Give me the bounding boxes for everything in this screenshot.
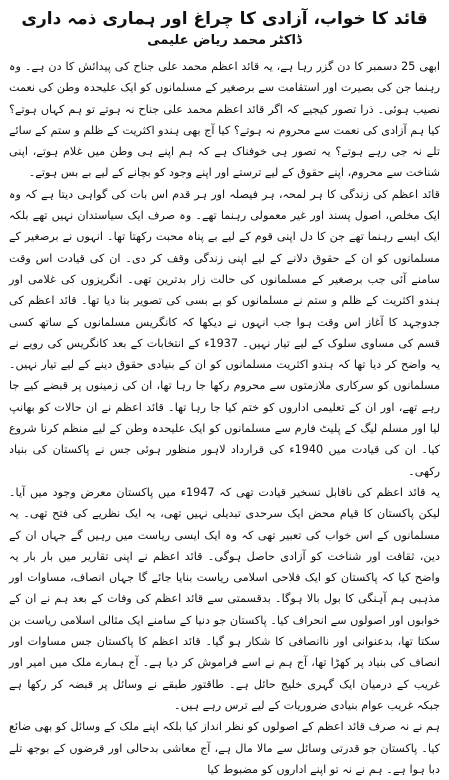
paragraph: قائد اعظم کی زندگی کا ہر لمحہ، ہر فیصلہ اور ہر قدم اس بات کی گواہی دیتا ہے کہ وہ ایک مخلص، اصول پسند اور غیر معمولی رہنما تھے۔ وہ صرف ایک سیاستدان نہیں تھے بلکہ ایک ایسے رہنما تھے جن کا دل اپنی قوم کے لیے بے پناہ محبت رکھتا تھا۔ انہوں نے برصغیر کے مسلمانوں کو ان کے حقوق دلانے کے لیے اپنی زندگی وقف کر دی۔ ان کی قیادت اس وقت سامنے آئی جب برصغیر کے مسلمانوں کی حالت زار بدترین تھی۔ انگریزوں کی غلامی اور ہندو اکثریت کے ظلم و ستم نے مسلمانوں کو بے بسی کی تصویر بنا دیا تھا۔ قائد اعظم کی جدوجہد کا آغاز اس وقت ہوا جب انہوں نے دیکھا کہ کانگریس مسلمانوں کے ساتھ کسی قسم کی مساوی سلوک کے لیے تیار نہیں۔ 1937ء کے انتخابات کے بعد کانگریس کی رویے نے یہ واضح کر دیا تھا کہ ہندو اکثریت مسلمانوں کو ان کے بنیادی حقوق دینے کے لیے تیار نہیں۔ مسلمانوں کو سرکاری ملازمتوں سے محروم رکھا جا رہا تھا، ان کی زمینوں پر قبضے کیے جا رہے تھے، اور ان کے تعلیمی اداروں کو ختم کیا جا رہا تھا۔ قائد اعظم نے ان حالات کو بھانپ لیا اور مسلم لیگ کے پلیٹ فارم سے مسلمانوں کو ایک علیحدہ وطن کے لیے منظم کرنا شروع کیا۔ ان کی قیادت میں 1940ء کی قرارداد لاہور منظور ہوئی جس نے پاکستان کی بنیاد رکھی۔ <box>9 187 441 478</box>
article-body <box>9 56 440 780</box>
paragraph: یہ قائد اعظم کی ناقابل تسخیر قیادت تھی کہ 1947ء میں پاکستان معرض وجود میں آیا۔ لیکن پاکستان کا قیام محض ایک سرحدی تبدیلی نہیں تھی، یہ ایک نظریے کی فتح تھی۔ یہ مسلمانوں کے اس خواب کی تعبیر تھی کہ وہ ایک ایسی ریاست میں رہیں گے جہاں ان کے دین، ثقافت اور شناخت کو آزادی حاصل ہوگی۔ قائد اعظم نے اپنی تقاریر میں بار بار یہ واضح کیا کہ پاکستان کو ایک فلاحی اسلامی ریاست بنایا جائے گا جہاں انصاف، مساوات اور مذہبی ہم آہنگی کا بول بالا ہوگا۔ بدقسمتی سے قائد اعظم کی وفات کے بعد ہم نے ان کے خوابوں اور اصولوں سے انحراف کیا۔ پاکستان جو دنیا کے سامنے ایک مثالی اسلامی ریاست بن سکتا تھا، بدعنوانی اور ناانصافی کا شکار ہو گیا۔ قائد اعظم کا پاکستان جس مساوات اور انصاف کی بنیاد پر کھڑا تھا، آج ہم نے اسے فراموش کر دیا ہے۔ آج ہمارے ملک میں امیر اور غریب کے درمیان ایک گہری خلیج حائل ہے۔ طاقتور طبقے نے وسائل پر قبضہ کر رکھا ہے جبکہ غریب عوام بنیادی ضروریات کے لیے ترس رہے ہیں۔ <box>9 485 440 712</box>
paragraph: ہم نے نہ صرف قائد اعظم کے اصولوں کو نظر انداز کیا بلکہ اپنے ملک کے وسائل کو بھی ضائع کیا۔ پاکستان جو قدرتی وسائل سے مالا مال ہے، آج معاشی بدحالی اور قرضوں کے بوجھ تلے دبا ہوا ہے۔ ہم نے نہ تو اپنے اداروں کو مضبوط کیا <box>9 720 440 776</box>
article-title: قائد کا خواب، آزادی کا چراغ اور ہماری ذمہ داری <box>21 9 428 29</box>
article-author: ڈاکٹر محمد ریاض علیمی <box>147 33 302 48</box>
paragraph: ابھی 25 دسمبر کا دن گزر رہا ہے، یہ قائد اعظم محمد علی جناح کی پیدائش کا دن ہے۔ وہ رہنما جن کی بصیرت اور استقامت سے برصغیر کے مسلمانوں کو ایک علیحدہ وطن کی نعمت نصیب ہوئی۔ ذرا تصور کیجیے کہ اگر قائد اعظم محمد علی جناح نہ ہوتے تو ہم کہاں ہوتے؟ کیا ہم آزادی کی نعمت سے محروم نہ ہوتے؟ کیا آج بھی ہندو اکثریت کے ظلم و ستم کے سائے تلے نہ جی رہے ہوتے؟ یہ تصور ہی خوفناک ہے کہ ہم اپنے ہی وطن میں غلام ہوتے، اپنی شناخت سے محروم، اپنے حقوق کے لیے ترستے اور اپنے وجود کو بچانے کے لیے بے بس ہوتے۔ <box>9 60 441 180</box>
